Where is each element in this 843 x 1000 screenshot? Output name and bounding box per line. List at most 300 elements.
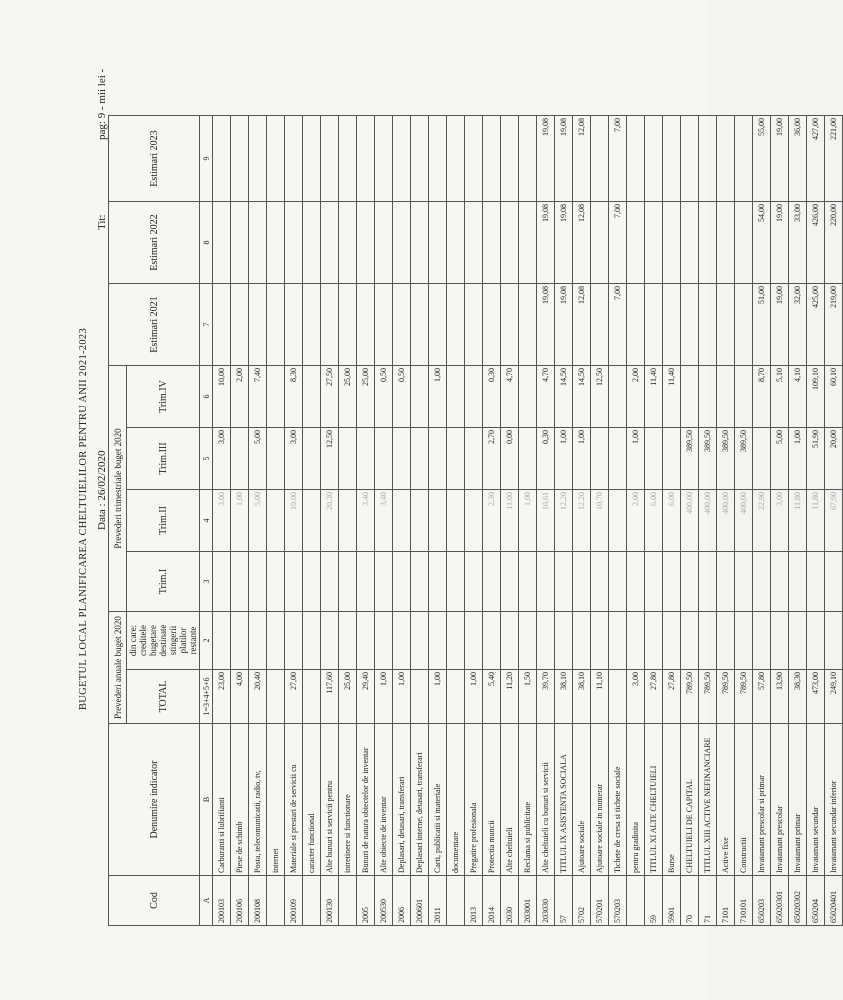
- cell-t3: 20,00: [825, 428, 843, 490]
- cell-t4: 0,50: [393, 366, 411, 428]
- cell-e21: [339, 284, 357, 366]
- cell-e22: 19,08: [555, 202, 573, 284]
- cell-t3: [465, 428, 483, 490]
- cell-total: 38,30: [789, 670, 807, 724]
- cell-t4: 2,00: [627, 366, 645, 428]
- cell-e23: [285, 116, 303, 202]
- cell-t4: [519, 366, 537, 428]
- cell-dc: [501, 612, 519, 670]
- cell-cod: 200108: [249, 876, 267, 926]
- cell-t2: 1,00: [231, 490, 249, 552]
- cell-t4: 60,10: [825, 366, 843, 428]
- cell-cod: [627, 876, 645, 926]
- cell-cod: 710101: [735, 876, 753, 926]
- cell-t3: 0,30: [537, 428, 555, 490]
- cell-cod: 200103: [213, 876, 231, 926]
- cell-e23: [663, 116, 681, 202]
- cell-total: 3,00: [627, 670, 645, 724]
- cell-t2: 2,00: [627, 490, 645, 552]
- table-body: [213, 116, 843, 926]
- cell-total: [609, 670, 627, 724]
- cell-dc: [537, 612, 555, 670]
- cell-cod: 650204: [807, 876, 825, 926]
- cell-t4: 8,70: [753, 366, 771, 428]
- cell-t3: [609, 428, 627, 490]
- cell-t3: 389,50: [735, 428, 753, 490]
- cell-e21: 425,00: [807, 284, 825, 366]
- cell-t4: 109,10: [807, 366, 825, 428]
- cell-t2: 3,40: [375, 490, 393, 552]
- cell-t4: 27,50: [321, 366, 339, 428]
- cell-t2: 3,00: [213, 490, 231, 552]
- cell-e22: [411, 202, 429, 284]
- date-value: 26/02/2020: [96, 450, 108, 501]
- cell-dc: [627, 612, 645, 670]
- col-trim1: Trim.I: [127, 552, 200, 612]
- cell-t4: [267, 366, 285, 428]
- cell-e22: 220,00: [825, 202, 843, 284]
- cell-den: Posta, telecomunicatii, radio, tv,: [249, 724, 267, 876]
- cell-cod: 200109: [285, 876, 303, 926]
- cell-e22: [447, 202, 465, 284]
- cell-den: Bunuri de natura obiectelor de inventar: [357, 724, 375, 876]
- cell-t1: [267, 552, 285, 612]
- cell-e23: [393, 116, 411, 202]
- unit-label: - mii lei -: [96, 68, 108, 111]
- cell-t2: [609, 490, 627, 552]
- cell-den: Alte cheltuieli: [501, 724, 519, 876]
- cell-t3: 1,00: [627, 428, 645, 490]
- cell-den: Materiale si prestari de servicii cu: [285, 724, 303, 876]
- cell-den: CHELTUIELI DE CAPITAL: [681, 724, 699, 876]
- table-row: [339, 116, 357, 926]
- table-row: [465, 116, 483, 926]
- cell-total: 13,90: [771, 670, 789, 724]
- cell-e21: [717, 284, 735, 366]
- cell-e21: 32,00: [789, 284, 807, 366]
- cell-t1: [645, 552, 663, 612]
- cell-e22: [429, 202, 447, 284]
- cell-e22: [627, 202, 645, 284]
- cell-t3: [519, 428, 537, 490]
- cell-dc: [357, 612, 375, 670]
- cell-e21: [735, 284, 753, 366]
- cell-t2: 400,00: [699, 490, 717, 552]
- cell-e23: 55,00: [753, 116, 771, 202]
- cell-t2: [339, 490, 357, 552]
- cell-total: 38,10: [555, 670, 573, 724]
- table-row: [519, 116, 537, 926]
- cell-t3: [645, 428, 663, 490]
- cell-e23: [447, 116, 465, 202]
- cell-e21: [645, 284, 663, 366]
- table-row: [789, 116, 807, 926]
- cell-dc: [663, 612, 681, 670]
- cell-t4: 25,00: [357, 366, 375, 428]
- cell-e23: 19,08: [555, 116, 573, 202]
- table-row: [501, 116, 519, 926]
- cell-den: pentru gradinita: [627, 724, 645, 876]
- cell-e21: [285, 284, 303, 366]
- cell-t2: 400,00: [681, 490, 699, 552]
- cell-total: 1,00: [465, 670, 483, 724]
- cell-total: 789,50: [699, 670, 717, 724]
- cell-e21: 7,00: [609, 284, 627, 366]
- cell-e23: [411, 116, 429, 202]
- cell-dc: [321, 612, 339, 670]
- cell-cod: 2005: [357, 876, 375, 926]
- cell-dc: [447, 612, 465, 670]
- table-row: [591, 116, 609, 926]
- cell-e22: [465, 202, 483, 284]
- cell-e23: [429, 116, 447, 202]
- table-row: [573, 116, 591, 926]
- cell-t3: [411, 428, 429, 490]
- table-row: [825, 116, 843, 926]
- cell-t4: [735, 366, 753, 428]
- cell-den: Invatamant prescolar: [771, 724, 789, 876]
- cell-e22: [285, 202, 303, 284]
- cell-cod: [339, 876, 357, 926]
- cell-cod: 200530: [375, 876, 393, 926]
- cell-cod: 203030: [537, 876, 555, 926]
- cell-t4: 4,70: [501, 366, 519, 428]
- cell-t3: [303, 428, 321, 490]
- cell-e23: [681, 116, 699, 202]
- table-row: [717, 116, 735, 926]
- page-value: 9: [96, 112, 108, 119]
- cell-t3: [267, 428, 285, 490]
- cell-t4: [699, 366, 717, 428]
- cell-t2: 3,00: [771, 490, 789, 552]
- column-index: 2: [200, 612, 213, 670]
- table-row: [555, 116, 573, 926]
- cell-cod: [303, 876, 321, 926]
- cell-t4: 7,40: [249, 366, 267, 428]
- cell-e23: 12,08: [573, 116, 591, 202]
- cell-dc: [681, 612, 699, 670]
- cell-t2: 67,90: [825, 490, 843, 552]
- cell-den: Invatamant primar: [789, 724, 807, 876]
- cell-t3: 0,00: [501, 428, 519, 490]
- cell-total: 1,00: [429, 670, 447, 724]
- cell-e23: 427,00: [807, 116, 825, 202]
- cell-e23: [735, 116, 753, 202]
- cell-den: Ajutoare sociale: [573, 724, 591, 876]
- cell-e23: [699, 116, 717, 202]
- cell-t4: 8,30: [285, 366, 303, 428]
- cell-den: Invatamant prescolar si primar: [753, 724, 771, 876]
- cell-t2: [267, 490, 285, 552]
- cell-t3: 389,50: [681, 428, 699, 490]
- cell-e22: [357, 202, 375, 284]
- cell-e21: 12,08: [573, 284, 591, 366]
- col-estimari-2022: Estimari 2022: [109, 202, 200, 284]
- cell-den: Alte bunuri si servicii pentru: [321, 724, 339, 876]
- cell-dc: [591, 612, 609, 670]
- cell-dc: [267, 612, 285, 670]
- cell-cod: 5702: [573, 876, 591, 926]
- budget-table: [108, 115, 843, 926]
- cell-e23: [357, 116, 375, 202]
- cell-e23: 19,08: [537, 116, 555, 202]
- cell-t2: 10,70: [591, 490, 609, 552]
- cell-t2: [393, 490, 411, 552]
- cell-t1: [627, 552, 645, 612]
- cell-dc: [645, 612, 663, 670]
- cell-den: TITLUL XIII ACTIVE NEFINANCIARE: [699, 724, 717, 876]
- cell-e21: [591, 284, 609, 366]
- cell-e22: 54,00: [753, 202, 771, 284]
- cell-den: Carburanti si lubrifianti: [213, 724, 231, 876]
- cell-e21: [501, 284, 519, 366]
- cell-t2: 6,00: [645, 490, 663, 552]
- page-label: pag:: [96, 121, 108, 140]
- cell-t1: [339, 552, 357, 612]
- cell-total: 27,80: [663, 670, 681, 724]
- cell-t4: 12,50: [591, 366, 609, 428]
- cell-e23: [303, 116, 321, 202]
- cell-e22: [717, 202, 735, 284]
- cell-e22: [663, 202, 681, 284]
- cell-t1: [483, 552, 501, 612]
- cell-t3: 1,00: [555, 428, 573, 490]
- cell-t1: [303, 552, 321, 612]
- cell-total: [447, 670, 465, 724]
- cell-total: 1,00: [393, 670, 411, 724]
- cell-e21: [393, 284, 411, 366]
- cell-den: Reclama si publicitate: [519, 724, 537, 876]
- cell-t2: 10,61: [537, 490, 555, 552]
- cell-den: Invatamant secundar: [807, 724, 825, 876]
- cell-cod: [267, 876, 285, 926]
- table-row: [231, 116, 249, 926]
- cell-t3: 389,50: [717, 428, 735, 490]
- cell-total: [411, 670, 429, 724]
- cell-e22: [339, 202, 357, 284]
- cell-e22: [321, 202, 339, 284]
- date-label: Data :: [96, 503, 108, 530]
- cell-t4: [303, 366, 321, 428]
- cell-t1: [717, 552, 735, 612]
- cell-den: Pregatire profesionala: [465, 724, 483, 876]
- cell-total: 4,00: [231, 670, 249, 724]
- cell-dc: [249, 612, 267, 670]
- cell-dc: [555, 612, 573, 670]
- cell-e23: [465, 116, 483, 202]
- cell-t2: 6,00: [663, 490, 681, 552]
- cell-t3: 1,00: [789, 428, 807, 490]
- cell-t4: 2,00: [231, 366, 249, 428]
- cell-e21: [483, 284, 501, 366]
- table-row: [537, 116, 555, 926]
- cell-cod: 570201: [591, 876, 609, 926]
- cell-t2: 20,30: [321, 490, 339, 552]
- col-denumire: Denumire indicator: [109, 724, 200, 876]
- cell-t4: 4,10: [789, 366, 807, 428]
- cell-t2: 1,00: [519, 490, 537, 552]
- cell-dc: [339, 612, 357, 670]
- cell-den: Alte obiecte de inventar: [375, 724, 393, 876]
- cell-t1: [609, 552, 627, 612]
- cell-t2: [465, 490, 483, 552]
- cell-dc: [609, 612, 627, 670]
- cell-t2: [303, 490, 321, 552]
- cell-e23: [717, 116, 735, 202]
- cell-total: 789,50: [735, 670, 753, 724]
- cell-t1: [825, 552, 843, 612]
- cell-t1: [249, 552, 267, 612]
- cell-e21: [465, 284, 483, 366]
- cell-t2: 22,90: [753, 490, 771, 552]
- cell-cod: 71: [699, 876, 717, 926]
- cell-t2: 11,80: [789, 490, 807, 552]
- cell-e22: [591, 202, 609, 284]
- cell-e22: [267, 202, 285, 284]
- cell-total: [303, 670, 321, 724]
- cell-t3: 389,50: [699, 428, 717, 490]
- cell-t2: 10,00: [285, 490, 303, 552]
- cell-e22: [483, 202, 501, 284]
- cell-t4: 5,10: [771, 366, 789, 428]
- cell-t2: 11,00: [501, 490, 519, 552]
- cell-e23: 36,00: [789, 116, 807, 202]
- cell-cod: 59: [645, 876, 663, 926]
- cell-den: Deplasari, detasari, transferari: [393, 724, 411, 876]
- table-row: [753, 116, 771, 926]
- cell-t3: [339, 428, 357, 490]
- cell-t3: [429, 428, 447, 490]
- cell-den: documentare: [447, 724, 465, 876]
- cell-den: Piese de schimb: [231, 724, 249, 876]
- cell-e23: [483, 116, 501, 202]
- cell-total: 249,10: [825, 670, 843, 724]
- cell-den: TITLUL XI ALTE CHELTUIELI: [645, 724, 663, 876]
- cell-cod: 203001: [519, 876, 537, 926]
- table-row: [735, 116, 753, 926]
- cell-total: 11,10: [591, 670, 609, 724]
- cell-e23: [321, 116, 339, 202]
- cell-den: TITLUL IX ASISTENTA SOCIALA: [555, 724, 573, 876]
- table-row: [807, 116, 825, 926]
- cell-total: 23,00: [213, 670, 231, 724]
- cell-dc: [717, 612, 735, 670]
- table-row: [483, 116, 501, 926]
- cell-dc: [573, 612, 591, 670]
- cell-den: Tichete de cresa si tichete sociale: [609, 724, 627, 876]
- cell-e21: [375, 284, 393, 366]
- table-row: [213, 116, 231, 926]
- cell-t4: [681, 366, 699, 428]
- table-row: [699, 116, 717, 926]
- cell-t4: 0,30: [483, 366, 501, 428]
- cell-cod: 65020302: [789, 876, 807, 926]
- cell-den: Invatamant secundar inferior: [825, 724, 843, 876]
- cell-e21: [303, 284, 321, 366]
- cell-t2: 2,30: [483, 490, 501, 552]
- cell-total: 117,60: [321, 670, 339, 724]
- cell-cod: 65020401: [825, 876, 843, 926]
- table-row: [249, 116, 267, 926]
- cell-e21: 19,08: [555, 284, 573, 366]
- cell-t4: 11,40: [663, 366, 681, 428]
- cell-dc: [753, 612, 771, 670]
- table-row: [681, 116, 699, 926]
- column-index: 8: [200, 202, 213, 284]
- cell-e21: 51,00: [753, 284, 771, 366]
- cell-t4: 25,00: [339, 366, 357, 428]
- table-row: [627, 116, 645, 926]
- cell-t3: 51,90: [807, 428, 825, 490]
- cell-t3: [591, 428, 609, 490]
- cell-cod: 200601: [411, 876, 429, 926]
- col-trim4: Trim.IV: [127, 366, 200, 428]
- cell-e23: [249, 116, 267, 202]
- cell-t1: [393, 552, 411, 612]
- cell-t1: [285, 552, 303, 612]
- cell-cod: [447, 876, 465, 926]
- cell-cod: 2030: [501, 876, 519, 926]
- cell-t1: [573, 552, 591, 612]
- cell-dc: [213, 612, 231, 670]
- table-row: [411, 116, 429, 926]
- cell-dc: [483, 612, 501, 670]
- column-index: 3: [200, 552, 213, 612]
- table-row: [609, 116, 627, 926]
- cell-t3: 3,00: [285, 428, 303, 490]
- cell-dc: [825, 612, 843, 670]
- cell-den: Deplasari interne, detasari, transferari: [411, 724, 429, 876]
- cell-e22: [249, 202, 267, 284]
- cell-total: 57,80: [753, 670, 771, 724]
- col-prevederi-anuale: Prevederi anuale buget 2020: [109, 612, 127, 724]
- column-index: B: [200, 724, 213, 876]
- cell-t1: [789, 552, 807, 612]
- cell-t2: 12,20: [555, 490, 573, 552]
- table-row: [771, 116, 789, 926]
- cell-e21: [321, 284, 339, 366]
- cell-e22: 19,00: [771, 202, 789, 284]
- document-title: BUGETUL LOCAL PLANIFICAREA CHELTUIELILOR PENTRU ANII 2021-2023: [78, 328, 89, 710]
- cell-e23: [231, 116, 249, 202]
- cell-total: 38,10: [573, 670, 591, 724]
- cell-e23: [591, 116, 609, 202]
- cell-cod: 57: [555, 876, 573, 926]
- date-line: [96, 451, 108, 530]
- cell-t1: [231, 552, 249, 612]
- cell-e22: [645, 202, 663, 284]
- cell-e21: [681, 284, 699, 366]
- cell-e22: 426,00: [807, 202, 825, 284]
- cell-e23: [267, 116, 285, 202]
- cell-t3: 3,00: [213, 428, 231, 490]
- cell-t2: 5,00: [249, 490, 267, 552]
- cell-e22: 12,08: [573, 202, 591, 284]
- cell-t1: [411, 552, 429, 612]
- cell-dc: [699, 612, 717, 670]
- cell-cod: 650203: [753, 876, 771, 926]
- cell-t1: [753, 552, 771, 612]
- cell-e21: [231, 284, 249, 366]
- cell-dc: [519, 612, 537, 670]
- cell-e22: [213, 202, 231, 284]
- cell-t2: [411, 490, 429, 552]
- cell-cod: 200130: [321, 876, 339, 926]
- cell-t4: 10,00: [213, 366, 231, 428]
- cell-total: 473,00: [807, 670, 825, 724]
- cell-t4: [609, 366, 627, 428]
- cell-dc: [411, 612, 429, 670]
